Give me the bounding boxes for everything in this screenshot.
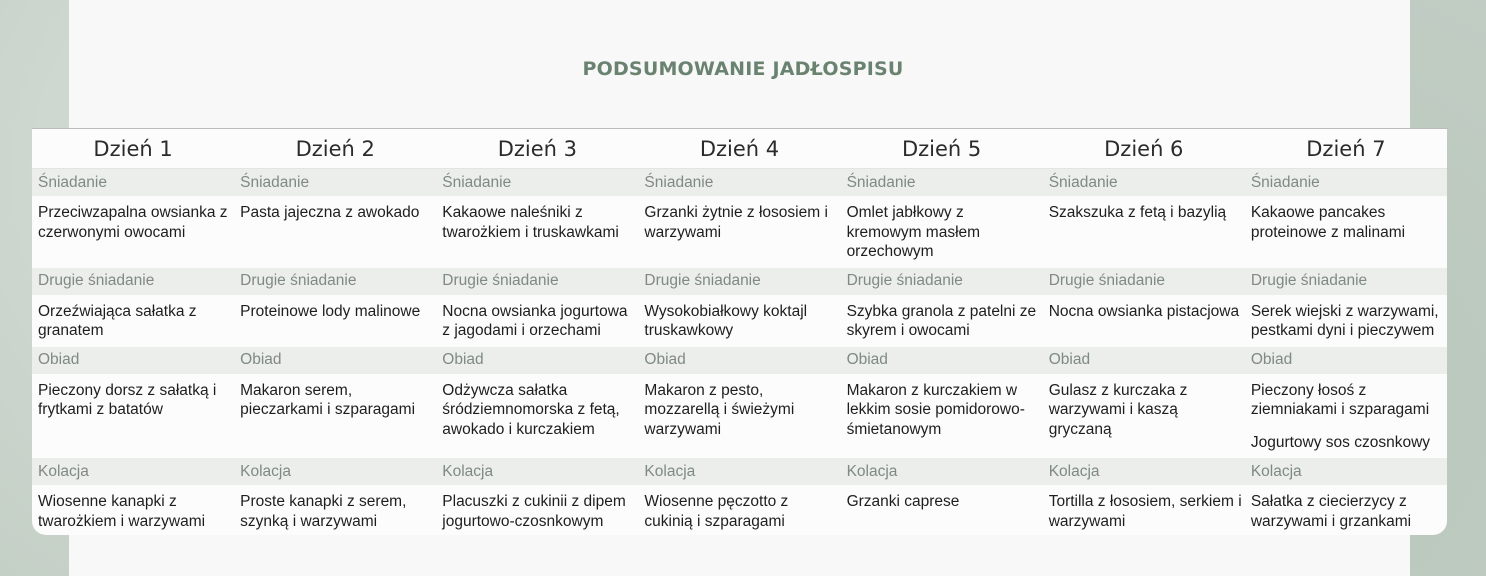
meal-label-row-sniadanie — [32, 169, 1447, 197]
meal-type-label: Śniadanie — [32, 169, 234, 197]
meal-name: Kakaowe pancakes proteinowe z malinami — [1250, 204, 1406, 241]
meal-type-label: Kolacja — [638, 458, 840, 485]
meal-name: Makaron serem, pieczarkami i szparagami — [240, 381, 416, 418]
meal-name: Pasta jajeczna z awokado — [240, 204, 420, 221]
meal-type-label: Kolacja — [841, 458, 1043, 485]
meal-cell — [841, 485, 1043, 535]
meal-type-label: Śniadanie — [841, 169, 1043, 197]
meal-row-kolacja — [32, 485, 1447, 535]
meal-name: Gulasz z kurczaka z warzywami i kaszą gryczaną — [1048, 381, 1188, 438]
meal-type-label: Kolacja — [1245, 458, 1447, 485]
meal-type-label: Śniadanie — [234, 169, 436, 197]
meal-cell — [638, 374, 840, 459]
meal-cell — [638, 295, 840, 347]
meal-name: Wiosenne kanapki z twarożkiem i warzywami — [38, 493, 206, 530]
meal-cell — [32, 196, 234, 268]
meal-type-label: Obiad — [1043, 347, 1245, 374]
meal-type-label: Drugie śniadanie — [638, 268, 840, 295]
menu-summary-table-container — [32, 129, 1447, 535]
meal-name: Wysokobiałkowy koktajl truskawkowy — [644, 302, 808, 339]
meal-name: Tortilla z łososiem, serkiem i warzywami — [1048, 493, 1242, 530]
meal-cell — [841, 196, 1043, 268]
day-header-5: Dzień 5 — [841, 129, 1043, 169]
meal-type-label: Drugie śniadanie — [32, 268, 234, 295]
meal-type-label: Kolacja — [1043, 458, 1245, 485]
day-header-6: Dzień 6 — [1043, 129, 1245, 169]
meal-type-label: Drugie śniadanie — [1043, 268, 1245, 295]
meal-label-row-kolacja — [32, 458, 1447, 485]
meal-cell — [1245, 485, 1447, 535]
meal-cell — [1043, 295, 1245, 347]
meal-cell — [1245, 295, 1447, 347]
menu-summary-table — [32, 129, 1447, 535]
meal-name: Przeciwzapalna owsianka z czerwonymi owocami — [38, 204, 228, 241]
meal-name: Omlet jabłkowy z kremowym masłem orzechowym — [846, 204, 981, 260]
meal-name: Makaron z kurczakiem w lekkim sosie pomidorowo-śmietanowym — [846, 381, 1025, 438]
meal-cell — [1245, 196, 1447, 268]
meal-name: Pieczony łosoś z ziemniakami i szparagami — [1250, 381, 1430, 418]
meal-cell — [1043, 374, 1245, 459]
day-header-2: Dzień 2 — [234, 129, 436, 169]
meal-name: Wiosenne pęczotto z cukinią i szparagami — [644, 493, 789, 530]
meal-row-sniadanie — [32, 196, 1447, 268]
meal-cell — [436, 295, 638, 347]
meal-name: Makaron z pesto, mozzarellą i świeżymi warzywami — [644, 381, 795, 438]
meal-name: Proteinowe lody malinowe — [240, 302, 421, 320]
meal-cell — [638, 196, 840, 268]
meal-type-label: Drugie śniadanie — [234, 268, 436, 295]
meal-row-drugie-sniadanie — [32, 295, 1447, 347]
day-header-7: Dzień 7 — [1245, 129, 1447, 169]
day-header-1: Dzień 1 — [32, 129, 234, 169]
meal-cell — [234, 295, 436, 347]
meal-type-label: Drugie śniadanie — [436, 268, 638, 295]
days-header-row — [32, 129, 1447, 169]
meal-name: Grzanki żytnie z łososiem i warzywami — [644, 204, 828, 241]
meal-type-label: Kolacja — [32, 458, 234, 485]
meal-cell — [638, 485, 840, 535]
meal-name: Placuszki z cukinii z dipem jogurtowo-czosnkowym — [442, 493, 626, 530]
meal-cell — [436, 196, 638, 268]
meal-cell — [436, 485, 638, 535]
meal-name: Grzanki caprese — [846, 493, 960, 510]
meal-type-label: Obiad — [436, 347, 638, 374]
meal-label-row-drugie-sniadanie — [32, 268, 1447, 295]
meal-cell — [1043, 196, 1245, 268]
meal-name: Sałatka z ciecierzycy z warzywami i grzankami — [1250, 493, 1412, 530]
meal-type-label: Obiad — [32, 347, 234, 374]
meal-name: Nocna owsianka jogurtowa z jagodami i orzechami — [442, 302, 628, 339]
page-title: PODSUMOWANIE JADŁOSPISU — [582, 58, 904, 80]
meal-type-label: Obiad — [1245, 347, 1447, 374]
meal-name: Orzeźwiająca sałatka z granatem — [38, 302, 197, 339]
meal-name: Proste kanapki z serem, szynką i warzywami — [240, 493, 407, 530]
meal-name: Odżywcza sałatka śródziemnomorska z fetą, awokado i kurczakiem — [442, 381, 620, 438]
meal-cell — [234, 374, 436, 459]
meal-type-label: Drugie śniadanie — [841, 268, 1043, 295]
meal-type-label: Kolacja — [234, 458, 436, 485]
meal-name: Szybka granola z patelni ze skyrem i owocami — [846, 302, 1037, 339]
meal-type-label: Obiad — [841, 347, 1043, 374]
meal-type-label: Śniadanie — [1043, 169, 1245, 197]
meal-type-label: Kolacja — [436, 458, 638, 485]
meal-type-label: Obiad — [234, 347, 436, 374]
meal-row-obiad — [32, 374, 1447, 459]
meal-name: Nocna owsianka pistacjowa — [1048, 302, 1240, 320]
meal-type-label: Śniadanie — [638, 169, 840, 197]
meal-name: Szakszuka z fetą i bazylią — [1048, 204, 1227, 221]
meal-extra: Jogurtowy sos czosnkowy — [1250, 433, 1431, 451]
meal-type-label: Śniadanie — [1245, 169, 1447, 197]
meal-cell — [32, 485, 234, 535]
day-header-3: Dzień 3 — [436, 129, 638, 169]
meal-cell — [1043, 485, 1245, 535]
meal-name: Kakaowe naleśniki z twarożkiem i truskawkami — [442, 204, 619, 241]
meal-type-label: Śniadanie — [436, 169, 638, 197]
meal-cell — [1245, 374, 1447, 459]
meal-cell — [32, 295, 234, 347]
meal-cell — [234, 485, 436, 535]
meal-name: Serek wiejski z warzywami, pestkami dyni i pieczywem — [1250, 302, 1439, 339]
meal-cell — [841, 295, 1043, 347]
meal-name: Pieczony dorsz z sałatką i frytkami z batatów — [38, 381, 217, 418]
meal-type-label: Obiad — [638, 347, 840, 374]
meal-cell — [436, 374, 638, 459]
meal-cell — [841, 374, 1043, 459]
meal-type-label: Drugie śniadanie — [1245, 268, 1447, 295]
meal-cell — [234, 196, 436, 268]
meal-cell — [32, 374, 234, 459]
meal-label-row-obiad — [32, 347, 1447, 374]
day-header-4: Dzień 4 — [638, 129, 840, 169]
